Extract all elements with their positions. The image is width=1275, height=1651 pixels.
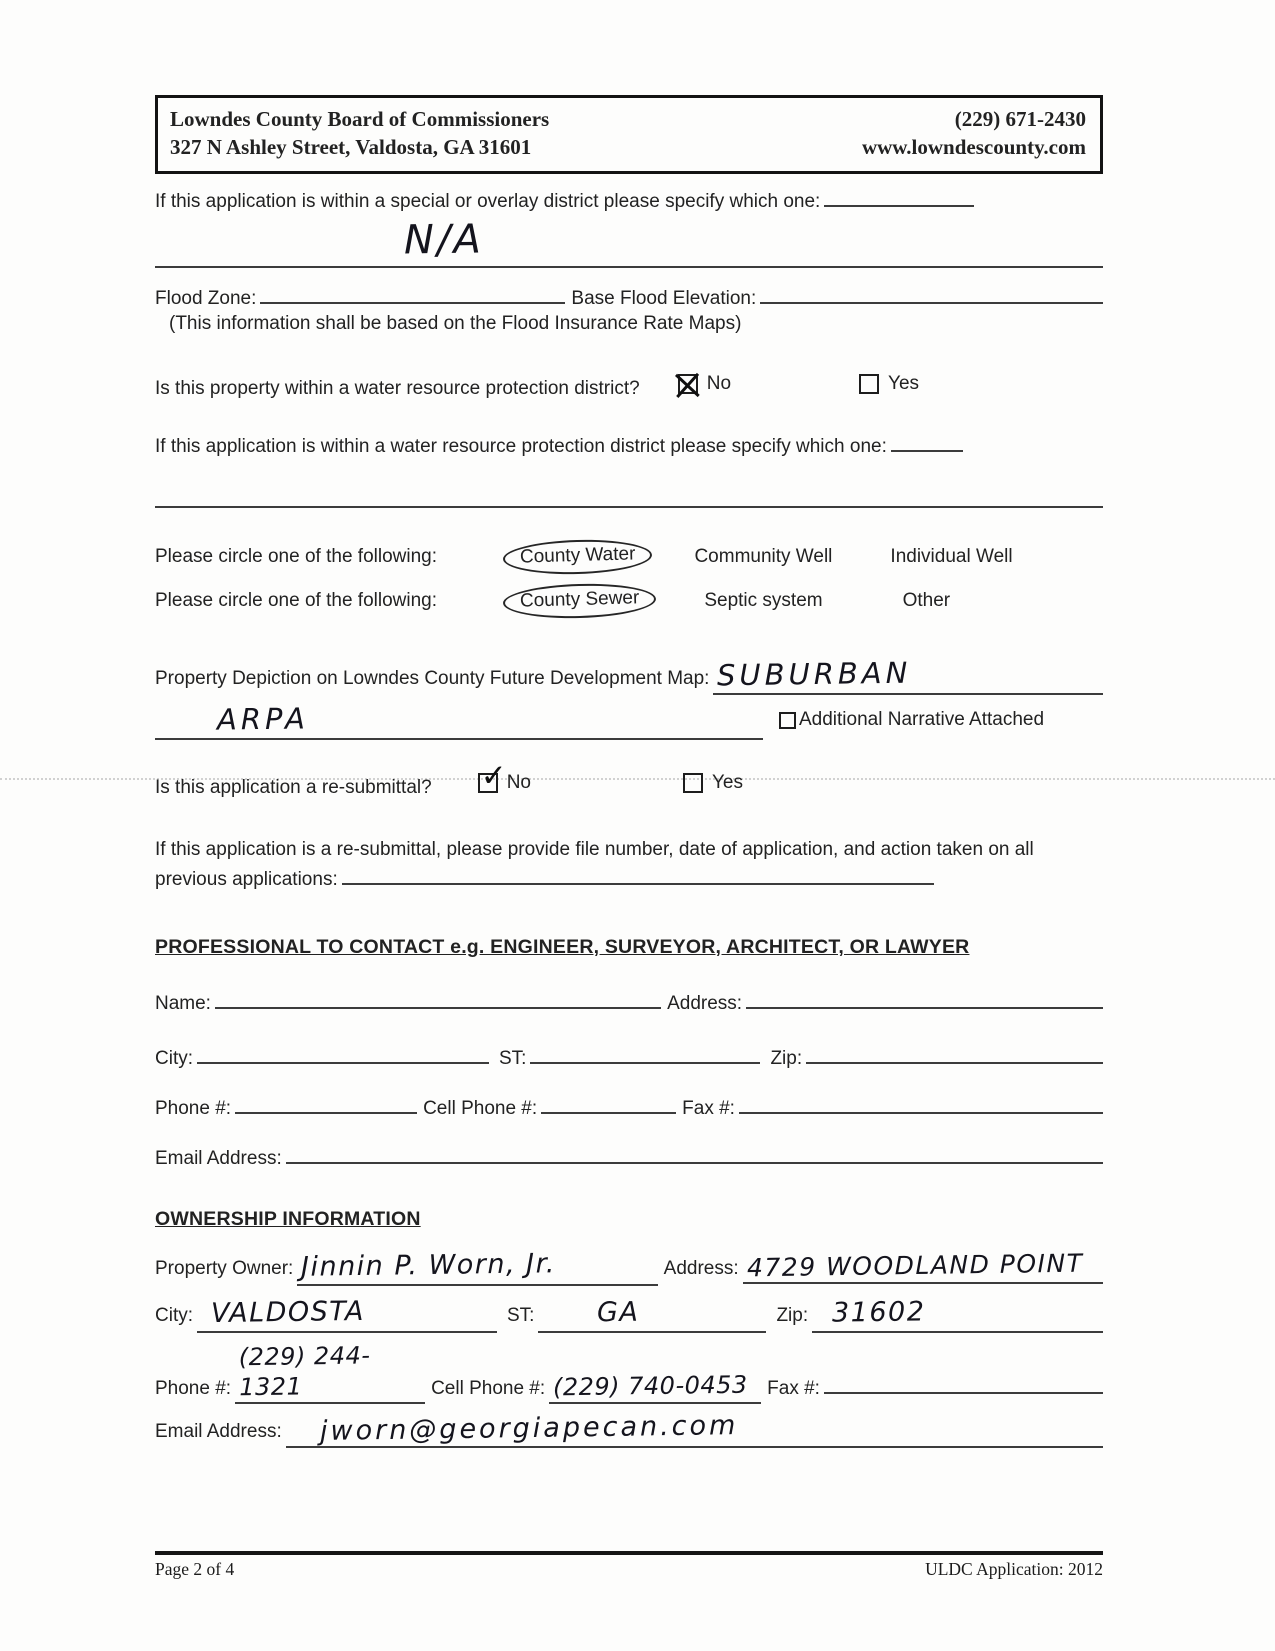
checkbox-no-checked-icon [478, 773, 498, 793]
checkbox-narrative-empty-icon [779, 712, 796, 729]
professional-name-address-row [155, 993, 1103, 1015]
owner-name-address-row [155, 1249, 1103, 1286]
special-district-value-handwritten: N/A [403, 216, 485, 264]
resubmittal-no-option [478, 772, 531, 794]
additional-narrative-option [779, 709, 1044, 731]
professional-phone-row [155, 1098, 1103, 1120]
document-page [155, 95, 1103, 1448]
option-community-well: Community Well [694, 545, 833, 567]
flood-zone-row [155, 288, 1103, 310]
owner-st-label: ST: [507, 1304, 535, 1326]
future-development-value2-handwritten: ARPA [216, 701, 310, 737]
owner-fax-label: Fax #: [767, 1377, 820, 1399]
resubmittal-details-line [342, 866, 934, 885]
water-protection-specify-answer-row [155, 506, 1103, 508]
resubmittal-question: Is this application a re-submittal? [155, 777, 432, 799]
checkbox-yes-label: Yes [888, 372, 920, 394]
future-development-line1 [713, 656, 1103, 695]
special-district-answer-line [155, 215, 1103, 268]
owner-zip-label: Zip: [776, 1304, 809, 1326]
org-name: Lowndes County Board of Commissioners [170, 107, 550, 131]
checkbox-yes-label: Yes [711, 772, 743, 794]
water-source-row [155, 540, 1103, 574]
special-district-line-start [824, 205, 974, 207]
future-development-line2 [155, 701, 763, 740]
resubmittal-yes-option [683, 772, 743, 794]
header-right [862, 105, 1086, 162]
water-source-options [503, 540, 1013, 574]
owner-st-handwritten: GA [597, 1296, 641, 1329]
professional-email-label: Email Address: [155, 1148, 282, 1170]
water-protection-row [155, 373, 1103, 400]
professional-zip-label: Zip: [770, 1048, 803, 1070]
owner-phone-row [155, 1341, 1103, 1404]
resubmittal-instructions [155, 835, 1103, 894]
professional-phone-label: Phone #: [155, 1098, 232, 1120]
option-other: Other [902, 589, 951, 611]
water-protection-no-option [678, 373, 731, 395]
owner-name-line [297, 1249, 657, 1286]
checkbox-yes-empty-icon [683, 773, 703, 793]
flood-note: (This information shall be based on the Flood Insurance Rate Maps) [169, 312, 742, 334]
owner-city-label: City: [155, 1304, 193, 1326]
org-phone: (229) 671-2430 [954, 107, 1086, 131]
professional-cell-label: Cell Phone #: [423, 1098, 538, 1120]
owner-address-label: Address: [663, 1258, 739, 1280]
sewer-source-row [155, 584, 1103, 618]
owner-st-line [538, 1296, 766, 1333]
water-protection-specify-label: If this application is within a water resource protection district please specify which one: [155, 435, 887, 457]
water-protection-specify-row [155, 436, 1103, 458]
professional-address-line [746, 1007, 1103, 1009]
owner-cell-label: Cell Phone #: [431, 1377, 546, 1399]
professional-email-line [286, 1162, 1103, 1164]
owner-email-row [155, 1409, 1103, 1449]
water-protection-specify-line-start [891, 450, 963, 452]
resubmittal-instructions-text: If this application is a re-submittal, please provide file number, date of application, and action taken on all previous applications: [155, 839, 1034, 890]
page-number: Page 2 of 4 [155, 1559, 235, 1579]
checkbox-no-checked-icon [678, 374, 698, 394]
professional-fax-label: Fax #: [682, 1098, 735, 1120]
professional-name-label: Name: [155, 993, 211, 1015]
professional-st-line [530, 1062, 760, 1064]
base-flood-elevation-line [760, 302, 1103, 304]
professional-zip-line [806, 1062, 1103, 1064]
owner-city-st-zip-row [155, 1296, 1103, 1333]
option-county-water-circled: County Water [503, 538, 653, 576]
professional-cell-line [541, 1112, 676, 1114]
flood-zone-line [260, 302, 565, 304]
sewer-source-label: Please circle one of the following: [155, 589, 437, 611]
special-district-answer-row [155, 215, 1103, 268]
owner-zip-handwritten: 31602 [831, 1296, 926, 1329]
owner-address-line [743, 1250, 1103, 1284]
future-development-label: Property Depiction on Lowndes County Future Development Map: [155, 667, 710, 689]
special-district-question: If this application is within a special or overlay district please specify which one: [155, 190, 821, 212]
org-address: 327 N Ashley Street, Valdosta, GA 31601 [170, 135, 532, 160]
professional-email-row [155, 1148, 1103, 1170]
resubmittal-row [155, 772, 1103, 799]
owner-phone-handwritten: (229) 244-1321 [238, 1340, 371, 1401]
owner-address-handwritten: 4729 WOODLAND POINT [746, 1248, 1084, 1283]
owner-email-line [286, 1409, 1103, 1449]
checkbox-no-label: No [506, 772, 531, 794]
owner-city-line [197, 1296, 497, 1333]
sewer-source-options [503, 584, 950, 618]
professional-fax-line [739, 1112, 1103, 1114]
additional-narrative-label: Additional Narrative Attached [799, 709, 1045, 731]
professional-city-st-zip-row [155, 1048, 1103, 1070]
future-development-value1-handwritten: SUBURBAN [717, 655, 913, 693]
future-development-row [155, 656, 1103, 695]
owner-name-handwritten: Jinnin P. Worn, Jr. [301, 1248, 557, 1283]
option-county-sewer-circled: County Sewer [503, 582, 657, 620]
professional-city-line [197, 1062, 489, 1064]
owner-email-label: Email Address: [155, 1420, 282, 1442]
professional-address-label: Address: [667, 993, 743, 1015]
owner-fax-line [824, 1392, 1103, 1394]
professional-phone-line [235, 1112, 417, 1114]
water-protection-specify-line [155, 506, 1103, 508]
header-box [155, 95, 1103, 174]
base-flood-elevation-label: Base Flood Elevation: [571, 287, 757, 309]
owner-cell-handwritten: (229) 740-0453 [552, 1370, 749, 1401]
owner-cell-line [549, 1371, 761, 1404]
checkbox-yes-empty-icon [859, 374, 879, 394]
water-protection-question: Is this property within a water resource protection district? [155, 377, 640, 399]
professional-city-label: City: [155, 1048, 193, 1070]
water-protection-yes-option [859, 373, 919, 395]
owner-label: Property Owner: [155, 1258, 294, 1280]
owner-city-handwritten: VALDOSTA [210, 1295, 366, 1329]
document-edition: ULDC Application: 2012 [925, 1559, 1103, 1579]
org-website: www.lowndescounty.com [861, 135, 1086, 160]
option-individual-well: Individual Well [890, 545, 1013, 567]
professional-st-label: ST: [499, 1048, 527, 1070]
owner-phone-line [235, 1341, 425, 1404]
owner-phone-label: Phone #: [155, 1377, 232, 1399]
flood-zone-label: Flood Zone: [155, 287, 257, 309]
future-development-row2 [155, 701, 1103, 740]
owner-zip-line [812, 1296, 1103, 1333]
professional-name-line [215, 1007, 661, 1009]
checkbox-no-label: No [706, 372, 732, 394]
ownership-heading: OWNERSHIP INFORMATION [155, 1208, 421, 1231]
owner-email-handwritten: jworn@georgiapecan.com [319, 1409, 739, 1447]
professional-contact-heading: PROFESSIONAL TO CONTACT e.g. ENGINEER, SURVEYOR, ARCHITECT, OR LAWYER [155, 936, 970, 959]
special-district-row [155, 191, 1103, 213]
water-source-label: Please circle one of the following: [155, 545, 437, 567]
footer [155, 1551, 1103, 1580]
header-left [170, 105, 549, 162]
option-septic-system: Septic system [704, 589, 823, 611]
